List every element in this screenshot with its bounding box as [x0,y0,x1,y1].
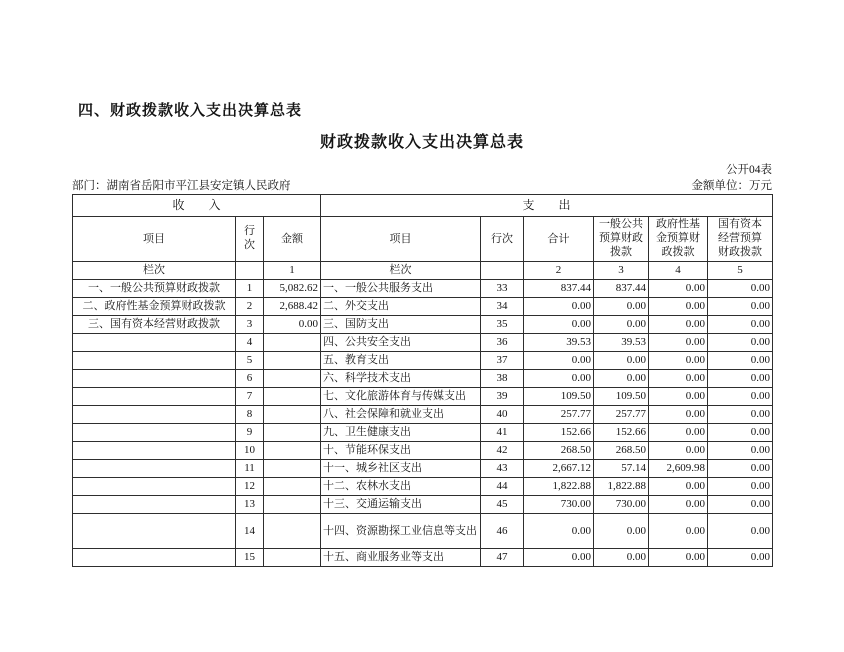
cell-income-item [73,460,236,478]
col-header-general-budget [594,217,649,262]
cell-income-line-no: 14 [236,514,264,549]
cell-gov-fund: 0.00 [649,514,708,549]
cell-state-capital: 0.00 [708,442,773,460]
cell-income-item [73,352,236,370]
cell-gov-fund: 0.00 [649,442,708,460]
cell-income-item [73,549,236,567]
cell-income-line-no: 15 [236,549,264,567]
cell-state-capital: 0.00 [708,514,773,549]
cell-gov-fund: 2,609.98 [649,460,708,478]
cell-gov-fund: 0.00 [649,352,708,370]
cell-state-capital: 0.00 [708,298,773,316]
table-row [73,334,773,352]
lanci-general-no: 3 [594,262,649,280]
cell-total: 0.00 [524,352,594,370]
cell-general-budget: 152.66 [594,424,649,442]
table-head [73,195,773,280]
cell-state-capital: 0.00 [708,406,773,424]
cell-gov-fund: 0.00 [649,370,708,388]
cell-expense-item: 十二、农林水支出 [321,478,481,496]
cell-total: 2,667.12 [524,460,594,478]
table-row [73,352,773,370]
cell-state-capital: 0.00 [708,370,773,388]
cell-gov-fund: 0.00 [649,478,708,496]
cell-general-budget: 730.00 [594,496,649,514]
cell-expense-line-no: 47 [481,549,524,567]
cell-total: 152.66 [524,424,594,442]
cell-gov-fund: 0.00 [649,298,708,316]
cell-gov-fund: 0.00 [649,280,708,298]
col-header-expense-item: 项目 [321,217,481,262]
col-header-income-line [236,217,264,262]
gov-fund-label: 政府性基金预算财政拨款 [655,218,700,258]
cell-expense-item: 五、教育支出 [321,352,481,370]
col-header-income-amount: 金额 [264,217,321,262]
lanci-income-label: 栏次 [73,262,236,280]
cell-income-item [73,424,236,442]
table-row [73,549,773,567]
expense-section-header: 支 出 [321,195,773,217]
cell-general-budget: 57.14 [594,460,649,478]
cell-expense-line-no: 33 [481,280,524,298]
meta-row [72,177,772,193]
page-title: 财政拨款收入支出决算总表 [319,134,524,151]
cell-state-capital: 0.00 [708,496,773,514]
cell-general-budget: 109.50 [594,388,649,406]
lanci-capital-no: 5 [708,262,773,280]
cell-general-budget: 268.50 [594,442,649,460]
income-section-header: 收 入 [73,195,321,217]
cell-gov-fund: 0.00 [649,334,708,352]
cell-income-line-no: 8 [236,406,264,424]
cell-total: 109.50 [524,388,594,406]
col-header-total: 合计 [524,217,594,262]
cell-state-capital: 0.00 [708,352,773,370]
cell-general-budget: 0.00 [594,298,649,316]
cell-income-amount [264,424,321,442]
cell-gov-fund: 0.00 [649,424,708,442]
cell-income-amount [264,370,321,388]
table-row [73,424,773,442]
cell-income-amount [264,514,321,549]
cell-total: 0.00 [524,298,594,316]
cell-income-item: 一、一般公共预算财政拨款 [73,280,236,298]
col-header-expense-line: 行次 [481,217,524,262]
cell-expense-line-no: 35 [481,316,524,334]
cell-gov-fund: 0.00 [649,549,708,567]
cell-state-capital: 0.00 [708,478,773,496]
cell-general-budget: 257.77 [594,406,649,424]
cell-income-line-no: 1 [236,280,264,298]
cell-expense-line-no: 46 [481,514,524,549]
col-header-income-item: 项目 [73,217,236,262]
cell-expense-line-no: 42 [481,442,524,460]
lanci-income-line [236,262,264,280]
cell-general-budget: 1,822.88 [594,478,649,496]
cell-income-amount: 5,082.62 [264,280,321,298]
cell-expense-item: 四、公共安全支出 [321,334,481,352]
cell-state-capital: 0.00 [708,316,773,334]
cell-expense-item: 十四、资源勘探工业信息等支出 [321,514,481,549]
cell-expense-item: 六、科学技术支出 [321,370,481,388]
cell-expense-item: 十五、商业服务业等支出 [321,549,481,567]
cell-expense-item: 十三、交通运输支出 [321,496,481,514]
table-row [73,388,773,406]
cell-income-line-no: 11 [236,460,264,478]
cell-income-amount [264,334,321,352]
cell-expense-line-no: 39 [481,388,524,406]
table-row [73,370,773,388]
cell-income-amount [264,442,321,460]
cell-general-budget: 0.00 [594,514,649,549]
cell-income-line-no: 7 [236,388,264,406]
cell-total: 39.53 [524,334,594,352]
table-row [73,460,773,478]
cell-expense-line-no: 45 [481,496,524,514]
cell-income-line-no: 9 [236,424,264,442]
department-label: 部门：湖南省岳阳市平江县安定镇人民政府 [72,180,291,192]
cell-income-amount [264,388,321,406]
cell-state-capital: 0.00 [708,280,773,298]
cell-income-amount: 0.00 [264,316,321,334]
cell-general-budget: 0.00 [594,370,649,388]
state-capital-label: 国有资本经营预算财政拨款 [718,218,763,258]
cell-income-amount [264,406,321,424]
cell-income-item [73,514,236,549]
cell-general-budget: 0.00 [594,352,649,370]
cell-expense-item: 二、外交支出 [321,298,481,316]
cell-state-capital: 0.00 [708,334,773,352]
table-row [73,442,773,460]
cell-total: 257.77 [524,406,594,424]
cell-income-line-no: 5 [236,352,264,370]
cell-income-item: 二、政府性基金预算财政拨款 [73,298,236,316]
table-row [73,280,773,298]
cell-expense-line-no: 37 [481,352,524,370]
cell-general-budget: 39.53 [594,334,649,352]
cell-income-item [73,406,236,424]
cell-income-line-no: 6 [236,370,264,388]
cell-state-capital: 0.00 [708,549,773,567]
cell-gov-fund: 0.00 [649,388,708,406]
cell-income-item [73,478,236,496]
cell-expense-item: 八、社会保障和就业支出 [321,406,481,424]
cell-income-amount [264,460,321,478]
col-header-state-capital [708,217,773,262]
cell-gov-fund: 0.00 [649,496,708,514]
cell-expense-line-no: 41 [481,424,524,442]
col-header-gov-fund [649,217,708,262]
lanci-expense-line [481,262,524,280]
cell-total: 0.00 [524,370,594,388]
lanci-total-no: 2 [524,262,594,280]
lanci-expense-label: 栏次 [321,262,481,280]
cell-income-item: 三、国有资本经营财政拨款 [73,316,236,334]
cell-income-amount [264,352,321,370]
cell-total: 837.44 [524,280,594,298]
table-body [73,280,773,567]
cell-income-line-no: 2 [236,298,264,316]
table-row [73,298,773,316]
table-code-label: 公开04表 [726,164,772,176]
cell-expense-line-no: 43 [481,460,524,478]
cell-total: 1,822.88 [524,478,594,496]
cell-expense-line-no: 34 [481,298,524,316]
cell-expense-item: 十、节能环保支出 [321,442,481,460]
cell-income-line-no: 4 [236,334,264,352]
table-row [73,514,773,549]
table-row [73,496,773,514]
cell-income-item [73,496,236,514]
cell-state-capital: 0.00 [708,388,773,406]
cell-total: 730.00 [524,496,594,514]
cell-expense-line-no: 36 [481,334,524,352]
cell-expense-item: 一、一般公共服务支出 [321,280,481,298]
cell-general-budget: 837.44 [594,280,649,298]
fiscal-summary-table [72,194,773,567]
cell-income-item [73,370,236,388]
cell-state-capital: 0.00 [708,460,773,478]
cell-income-item [73,442,236,460]
cell-income-line-no: 3 [236,316,264,334]
cell-expense-item: 十一、城乡社区支出 [321,460,481,478]
cell-income-item [73,388,236,406]
income-line-label: 行次 [243,225,255,251]
cell-total: 0.00 [524,549,594,567]
cell-state-capital: 0.00 [708,424,773,442]
cell-total: 0.00 [524,316,594,334]
cell-expense-line-no: 44 [481,478,524,496]
cell-income-amount [264,549,321,567]
cell-expense-item: 九、卫生健康支出 [321,424,481,442]
table-row [73,478,773,496]
cell-total: 268.50 [524,442,594,460]
cell-income-line-no: 12 [236,478,264,496]
cell-income-line-no: 10 [236,442,264,460]
cell-gov-fund: 0.00 [649,406,708,424]
cell-general-budget: 0.00 [594,316,649,334]
cell-income-item [73,334,236,352]
cell-expense-item: 七、文化旅游体育与传媒支出 [321,388,481,406]
cell-expense-line-no: 40 [481,406,524,424]
cell-income-amount [264,478,321,496]
table-row [73,316,773,334]
cell-gov-fund: 0.00 [649,316,708,334]
cell-expense-line-no: 38 [481,370,524,388]
cell-expense-item: 三、国防支出 [321,316,481,334]
cell-total: 0.00 [524,514,594,549]
unit-label: 金额单位：万元 [691,180,772,192]
cell-income-line-no: 13 [236,496,264,514]
section-heading: 四、财政拨款收入支出决算总表 [78,102,303,119]
lanci-income-amount-no: 1 [264,262,321,280]
lanci-fund-no: 4 [649,262,708,280]
table-row [73,406,773,424]
cell-general-budget: 0.00 [594,549,649,567]
cell-income-amount: 2,688.42 [264,298,321,316]
general-budget-label: 一般公共预算财政拨款 [598,218,643,258]
cell-income-amount [264,496,321,514]
